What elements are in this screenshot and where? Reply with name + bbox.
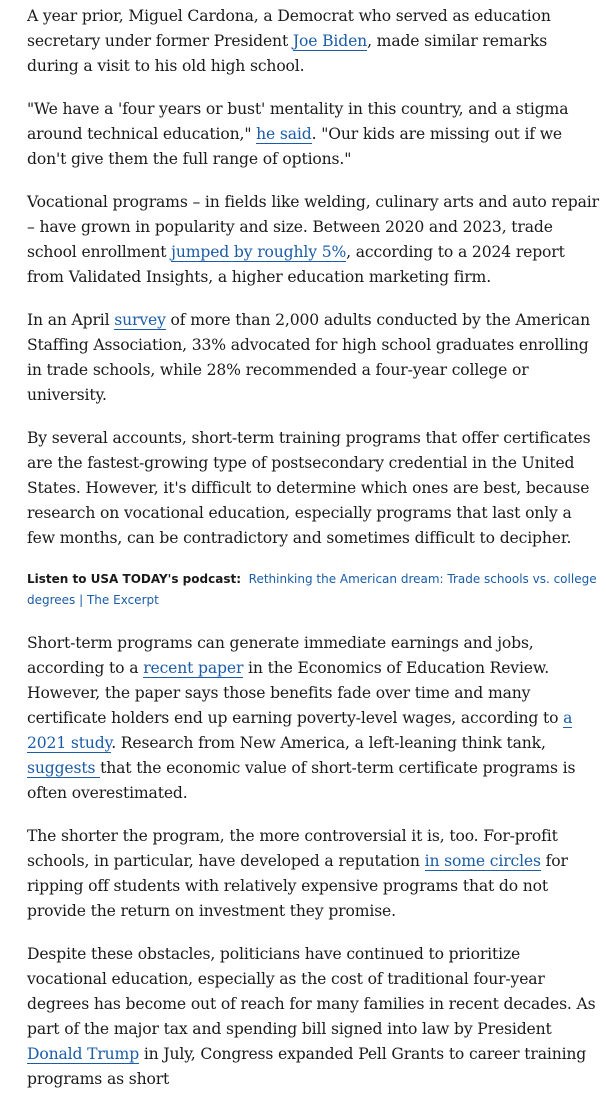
- link-suggests[interactable]: suggests: [27, 759, 101, 777]
- paragraph-text: , made similar remarks during a visit to his old high school.: [27, 32, 548, 75]
- podcast-promo: [27, 569, 599, 611]
- link-survey[interactable]: survey: [114, 311, 166, 329]
- paragraph-text: that the economic value of short-term certificate programs is often overestimated.: [27, 759, 576, 802]
- paragraph-quote: [27, 97, 599, 172]
- paragraph-text: Despite these obstacles, politicians have continued to prioritize vocational education, especially as the cost of traditional four-year degrees has become out of reach for many families in recent decades. As part of the major tax and spending bill signed into law by President: [27, 945, 596, 1038]
- paragraph-text: "We have a 'four years or bust' mentality in this country, and a stigma around technical education,": [27, 100, 569, 143]
- paragraph-short-term-earnings: [27, 631, 599, 806]
- link-enrollment-jump[interactable]: jumped by roughly 5%: [171, 243, 347, 261]
- paragraph-text: Vocational programs – in fields like welding, culinary arts and auto repair – have grown in popularity and size. Between 2020 and 2023, trade school enrollment: [27, 193, 599, 261]
- link-in-some-circles[interactable]: in some circles: [424, 852, 541, 870]
- paragraph-survey: [27, 308, 599, 408]
- link-donald-trump[interactable]: Donald Trump: [27, 1045, 140, 1063]
- paragraph-text: A year prior, Miguel Cardona, a Democrat who served as education secretary under former President: [27, 7, 551, 50]
- link-joe-biden[interactable]: Joe Biden: [292, 32, 368, 50]
- paragraph-text: . Research from New America, a left-leaning think tank,: [111, 734, 546, 752]
- paragraph-text: , according to a 2024 report from Validated Insights, a higher education marketing firm.: [27, 243, 565, 286]
- paragraph-text: for ripping off students with relatively expensive programs that do not provide the return on investment they promise.: [27, 852, 568, 920]
- paragraph-text: In an April: [27, 311, 115, 329]
- link-he-said[interactable]: he said: [256, 125, 312, 143]
- paragraph-text: Short-term programs can generate immediate earnings and jobs, according to a: [27, 634, 534, 677]
- article-body: [27, 4, 599, 1110]
- link-2021-study[interactable]: a 2021 study: [27, 709, 573, 752]
- paragraph-vocational-programs: [27, 190, 599, 290]
- paragraph-text: By several accounts, short-term training programs that offer certificates are the fastest-growing type of postsecondary credential in the United States. However, it's difficult to determine which ones are best, because research on vocational education, especially programs that last only a few months, can be contradictory and sometimes difficult to decipher.: [27, 429, 591, 547]
- paragraph-text: in July, Congress expanded Pell Grants to career training programs as short: [27, 1045, 587, 1088]
- paragraph-text: in the Economics of Education Review. However, the paper says those benefits fade over time and many certificate holders end up earning poverty-level wages, according to: [27, 659, 564, 727]
- paragraph-text: . "Our kids are missing out if we don't give them the full range of options.": [27, 125, 562, 168]
- paragraph-controversial: [27, 824, 599, 924]
- podcast-link[interactable]: Rethinking the American dream: Trade schools vs. college degrees | The Excerpt: [27, 572, 597, 607]
- paragraph-text: of more than 2,000 adults conducted by the American Staffing Association, 33% advocated for high school graduates enrolling in trade schools, while 28% recommended a four-year college or university.: [27, 311, 590, 404]
- paragraph-short-term-training: [27, 426, 599, 551]
- podcast-label: Listen to USA TODAY's podcast:: [27, 572, 241, 586]
- paragraph-politicians: [27, 942, 599, 1092]
- paragraph-cardona: [27, 4, 599, 79]
- link-recent-paper[interactable]: recent paper: [143, 659, 244, 677]
- paragraph-text: The shorter the program, the more controversial it is, too. For-profit schools, in particular, have developed a reputation: [27, 827, 558, 870]
